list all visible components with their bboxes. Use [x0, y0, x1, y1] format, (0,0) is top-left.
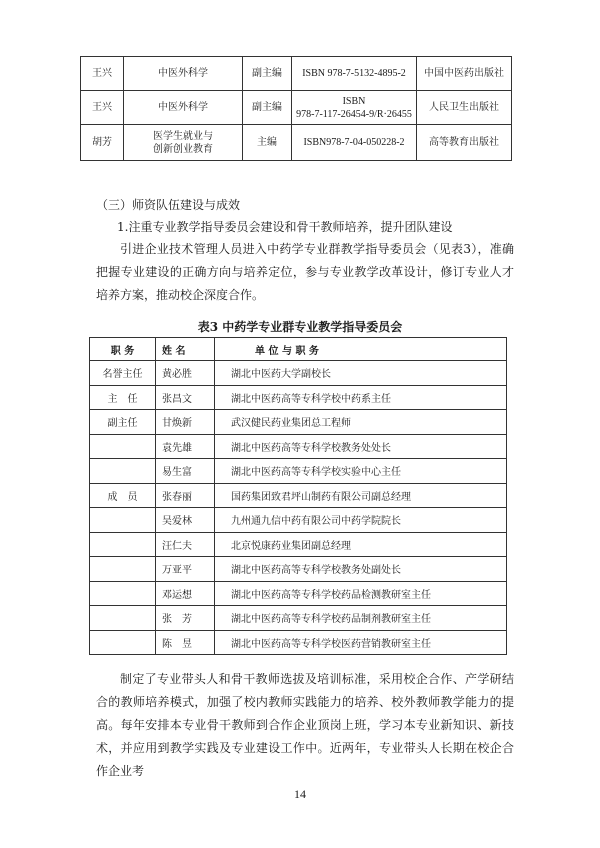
title-cell: [90, 630, 156, 655]
table-row: [81, 125, 512, 161]
unit-cell: 湖北中医药高等专科学校药品检测教研室主任: [215, 581, 507, 606]
isbn-cell: ISBN 978-7-5132-4895-2: [292, 57, 417, 91]
table-row: [90, 630, 507, 655]
table-row: [81, 57, 512, 91]
body-paragraph: 制定了专业带头人和骨干教师选拔及培训标准，采用校企合作、产学研结合的教师培养模式，加强了校内教师实践能力的培养、校外教师教学能力的提高。每年安排本专业骨干教师到合作企业顶岗上班，学习本专业新知识、新技术，并应用到教学实践及专业建设工作中。近两年，专业带头人长期在校企合作企业考: [96, 672, 514, 778]
course-line: 创新创业教育: [153, 143, 213, 155]
header-name: 姓 名: [156, 338, 215, 361]
role-cell: 主编: [243, 125, 292, 161]
table-row: [90, 532, 507, 557]
unit-cell: 武汉健民药业集团总工程师: [215, 410, 507, 435]
unit-cell: 湖北中医药高等专科学校中药系主任: [215, 385, 507, 410]
title-cell: 主 任: [90, 385, 156, 410]
unit-cell: 北京悦康药业集团副总经理: [215, 532, 507, 557]
name-cell: 易生富: [156, 459, 215, 484]
course-cell: [124, 125, 243, 161]
table-row: [90, 410, 507, 435]
isbn-cell: ISBN978-7-04-050228-2: [292, 125, 417, 161]
header-title: 职 务: [90, 338, 156, 361]
title-cell: 副主任: [90, 410, 156, 435]
name-cell: 汪仁夫: [156, 532, 215, 557]
title-cell: 成 员: [90, 483, 156, 508]
role-cell: 副主编: [243, 57, 292, 91]
section-heading: （三）师资队伍建设与成效: [96, 198, 241, 212]
title-cell: 名誉主任: [90, 361, 156, 386]
publisher-cell: 中国中医药出版社: [417, 57, 512, 91]
unit-cell: 湖北中医药大学副校长: [215, 361, 507, 386]
title-cell: [90, 606, 156, 631]
table-row: [81, 91, 512, 125]
table-header-row: [90, 338, 507, 361]
table-row: [90, 459, 507, 484]
table-row: [90, 606, 507, 631]
title-cell: [90, 557, 156, 582]
author-cell: 王兴: [81, 57, 124, 91]
name-cell: 张春丽: [156, 483, 215, 508]
sub-heading: 1.注重专业教学指导委员会建设和骨干教师培养，提升团队建设: [117, 220, 453, 234]
name-cell: 张 芳: [156, 606, 215, 631]
name-cell: 吴爱林: [156, 508, 215, 533]
body-paragraph: 引进企业技术管理人员进入中药学专业群教学指导委员会（见表3），准确把握专业建设的正确方向与培养定位，参与专业教学改革设计，修订专业人才培养方案，推动校企深度合作。: [96, 242, 514, 302]
unit-cell: 湖北中医药高等专科学校教务处处长: [215, 434, 507, 459]
publisher-cell: 高等教育出版社: [417, 125, 512, 161]
table-row: [90, 434, 507, 459]
author-cell: 胡芳: [81, 125, 124, 161]
title-cell: [90, 532, 156, 557]
unit-cell: 九州通九信中药有限公司中药学院院长: [215, 508, 507, 533]
name-cell: 袁先雄: [156, 434, 215, 459]
textbook-table: [80, 56, 512, 161]
course-cell: 中医外科学: [124, 91, 243, 125]
isbn-line: ISBN: [342, 95, 366, 107]
page-number: 14: [294, 787, 306, 801]
unit-cell: 湖北中医药高等专科学校药品制剂教研室主任: [215, 606, 507, 631]
title-cell: [90, 459, 156, 484]
unit-cell: 国药集团致君坪山制药有限公司副总经理: [215, 483, 507, 508]
name-cell: 张昌文: [156, 385, 215, 410]
title-cell: [90, 508, 156, 533]
name-cell: 万亚平: [156, 557, 215, 582]
title-cell: [90, 581, 156, 606]
unit-cell: 湖北中医药高等专科学校医药营销教研室主任: [215, 630, 507, 655]
unit-cell: 湖北中医药高等专科学校实验中心主任: [215, 459, 507, 484]
name-cell: 陈 昱: [156, 630, 215, 655]
course-cell: 中医外科学: [124, 57, 243, 91]
committee-table: [89, 337, 507, 655]
author-cell: 王兴: [81, 91, 124, 125]
publisher-cell: 人民卫生出版社: [417, 91, 512, 125]
role-cell: 副主编: [243, 91, 292, 125]
isbn-line: 978-7-117-26454-9/R·26455: [296, 108, 412, 120]
name-cell: 甘焕新: [156, 410, 215, 435]
header-unit: 单 位 与 职 务: [215, 338, 507, 361]
unit-cell: 湖北中医药高等专科学校教务处副处长: [215, 557, 507, 582]
table-row: [90, 557, 507, 582]
table-row: [90, 483, 507, 508]
table-row: [90, 361, 507, 386]
name-cell: 黄必胜: [156, 361, 215, 386]
table-row: [90, 581, 507, 606]
isbn-cell: [292, 91, 417, 125]
course-line: 医学生就业与: [153, 130, 213, 142]
title-cell: [90, 434, 156, 459]
table-row: [90, 508, 507, 533]
table-row: [90, 385, 507, 410]
table-caption: 表3 中药学专业群专业教学指导委员会: [197, 320, 403, 334]
name-cell: 邓运想: [156, 581, 215, 606]
